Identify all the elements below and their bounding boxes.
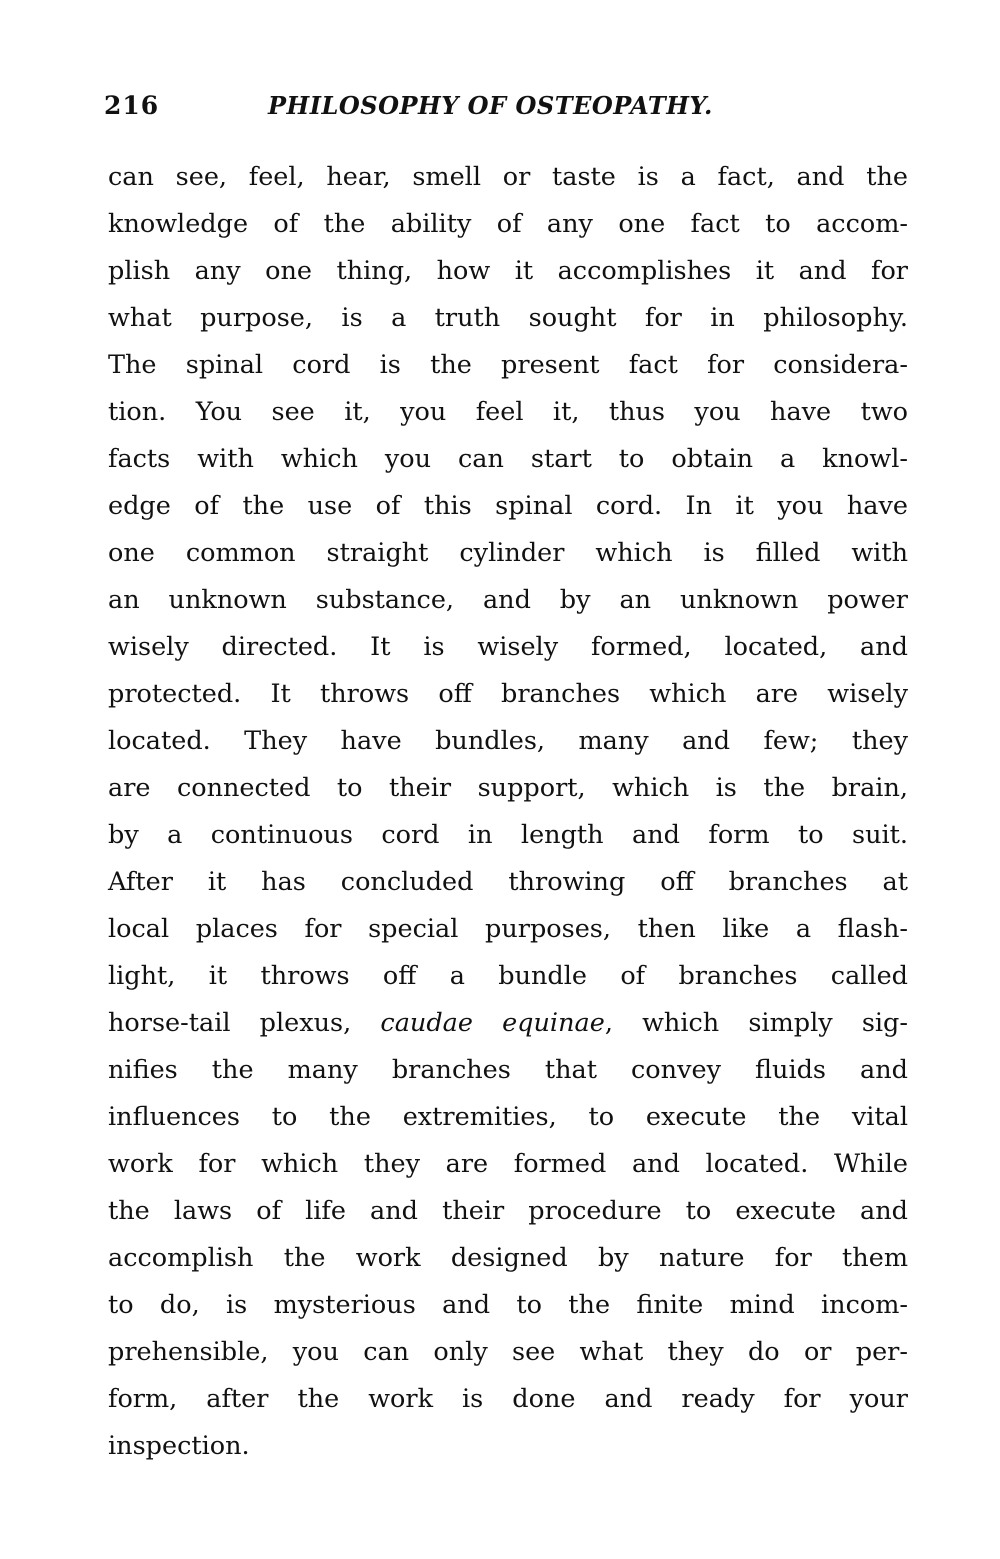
page-number: 216 bbox=[104, 91, 160, 120]
text-line: local places for special purposes, then like a flash- bbox=[108, 914, 908, 944]
text-line: are connected to their support, which is the brain, bbox=[108, 773, 908, 803]
text-line: After it has concluded throwing off branches at bbox=[108, 867, 908, 897]
text-line: the laws of life and their procedure to execute and bbox=[108, 1196, 908, 1226]
text-line: by a continuous cord in length and form to suit. bbox=[108, 820, 908, 850]
text-line-with-italic bbox=[108, 1000, 908, 1047]
text-line: accomplish the work designed by nature for them bbox=[108, 1243, 908, 1273]
text-line: one common straight cylinder which is filled with bbox=[108, 538, 908, 568]
text-segment: , which simply sig- bbox=[604, 1008, 908, 1038]
text-line: The spinal cord is the present fact for considera- bbox=[108, 350, 908, 380]
text-line: edge of the use of this spinal cord. In it you have bbox=[108, 491, 908, 521]
text-line: to do, is mysterious and to the finite mind incom- bbox=[108, 1290, 908, 1320]
text-line: wisely directed. It is wisely formed, located, and bbox=[108, 632, 908, 662]
text-line: located. They have bundles, many and few; they bbox=[108, 726, 908, 756]
text-line: what purpose, is a truth sought for in philosophy. bbox=[108, 303, 908, 333]
text-line: prehensible, you can only see what they do or per- bbox=[108, 1337, 908, 1367]
text-line: form, after the work is done and ready for your bbox=[108, 1384, 908, 1414]
text-line: plish any one thing, how it accomplishes it and for bbox=[108, 256, 908, 286]
text-line: an unknown substance, and by an unknown power bbox=[108, 585, 908, 615]
text-line: tion. You see it, you feel it, thus you have two bbox=[108, 397, 908, 427]
text-line: inspection. bbox=[108, 1431, 250, 1461]
text-segment: horse-tail plexus, bbox=[108, 1008, 381, 1038]
body-paragraph bbox=[108, 154, 908, 1470]
text-line: work for which they are formed and located. While bbox=[108, 1149, 908, 1179]
text-line: nifies the many branches that convey fluids and bbox=[108, 1055, 908, 1085]
latin-term: caudae equinae bbox=[380, 1008, 605, 1038]
text-line: knowledge of the ability of any one fact to accom- bbox=[108, 209, 908, 239]
running-title: PHILOSOPHY OF OSTEOPATHY. bbox=[268, 91, 713, 120]
text-line: influences to the extremities, to execute the vital bbox=[108, 1102, 908, 1132]
text-line: protected. It throws off branches which are wisely bbox=[108, 679, 908, 709]
text-line: light, it throws off a bundle of branches called bbox=[108, 961, 908, 991]
running-head bbox=[104, 88, 904, 128]
text-line: can see, feel, hear, smell or taste is a fact, and the bbox=[108, 162, 908, 192]
text-line: facts with which you can start to obtain a knowl- bbox=[108, 444, 908, 474]
